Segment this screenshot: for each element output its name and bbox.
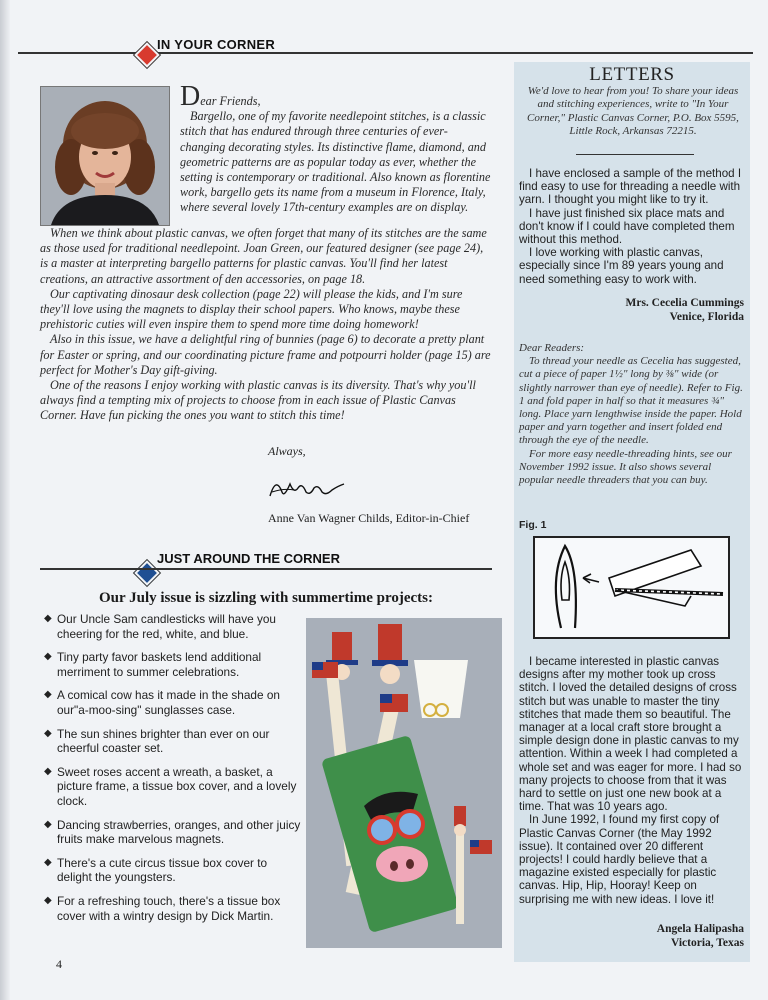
page-number: 4 xyxy=(56,957,62,971)
editor-reply xyxy=(519,342,744,487)
list-item: ◆ Dancing strawberries, oranges, and other juicy fruits make marvelous magnets. xyxy=(44,818,304,847)
letter-paragraph: Also in this issue, we have a delightful ring of bunnies (page 6) to decorate a pretty plant for Easter or spring, and our coordinating picture frame and potpourri holder (page 15) are perfect for Mother's Day gift-giving. xyxy=(40,332,491,377)
around-rule xyxy=(40,568,492,570)
letter-paragraph: I became interested in plastic canvas designs after my mother took up cross stitch. I loved the detailed designs of cross stitch but was unable to master the tiny stitches that made them so beautiful. The manager at a local craft store brought a simple design done in plastic canvas to my attention. Within a week I had completed a whole set and was eager for more. I had so many projects to choose from that it was hard to settle on just one new book at a time. That was 10 years ago. xyxy=(519,655,742,814)
letter-halipasha xyxy=(519,655,744,906)
letters-title: LETTERS xyxy=(589,64,675,85)
list-item: ◆ Tiny party favor baskets lend additional merriment to summer celebrations. xyxy=(44,650,304,679)
section-title-in-your-corner: IN YOUR CORNER xyxy=(157,37,276,52)
list-item: ◆ Our Uncle Sam candlesticks will have you cheering for the red, white, and blue. xyxy=(44,612,304,641)
letter-cummings xyxy=(519,167,744,286)
july-project-list xyxy=(44,612,304,932)
writer-place: Victoria, Texas xyxy=(670,936,744,949)
letter-paragraph: Bargello, one of my favorite needlepoint stitches, is a classic stitch that has endured through three centuries of ever-changing decorating styles. Its distinctive flame, diamond, and geometric patterns are as popular today as ever, whether the setting is contemporary or traditional. Also known as florentine work, bargello gets its name from a museum in Florence, Italy, where several lovely 17th-century examples are on display. xyxy=(180,109,491,215)
projects-illustration xyxy=(306,618,502,948)
list-item: ◆ There's a cute circus tissue box cover to delight the youngsters. xyxy=(44,856,304,885)
figure-needle-threading xyxy=(533,536,730,639)
header-rule xyxy=(18,52,753,54)
projects-photo xyxy=(306,618,502,948)
letter-signature-cummings xyxy=(519,297,744,324)
list-item: ◆ The sun shines brighter than ever on our cheerful coaster set. xyxy=(44,727,304,756)
greeting-initial: D xyxy=(180,81,201,112)
letter-paragraph: I have enclosed a sample of the method I find easy to use for threading a needle with yarn. I thought you might like to try it. xyxy=(519,167,742,207)
reply-salutation: Dear Readers: xyxy=(519,342,585,354)
reply-paragraph: To thread your needle as Cecelia has suggested, cut a piece of paper 1½" long by ⅜" wide (or slightly narrower than eye of needle). Refer to Fig. 1 and fold paper in half so that it measures ¾" long. Place yarn lengthwise inside the paper. Hold paper and yarn together and insert folded end through the eye of the needle. xyxy=(519,355,743,447)
letter-paragraph: In June 1992, I found my first copy of Plastic Canvas Corner (the May 1992 issue). It contained over 20 different projects! I could hardly believe that a magazine existed especially for plastic canvas. Hip, Hip, Hooray! Keep on surprising me with new ideas. I love it! xyxy=(519,813,720,906)
letter-closing: Always, xyxy=(268,444,306,458)
figure-label: Fig. 1 xyxy=(519,519,547,531)
list-item: ◆ For a refreshing touch, there's a tissue box cover with a wintry design by Dick Martin. xyxy=(44,894,304,923)
around-diamond-icon xyxy=(134,560,159,585)
portrait-spacer xyxy=(40,86,180,226)
letter-signature-halipasha xyxy=(519,923,744,950)
editor-letter xyxy=(40,81,492,424)
signature-graphic xyxy=(268,470,348,504)
letter-paragraph: Our captivating dinosaur desk collection (page 22) will please the kids, and I'm sure they'll love using the magnets to display their school papers. Who knows, maybe these prehistoric cuties will even inspire them to spend more time doing homework! xyxy=(40,286,463,332)
editor-byline: Anne Van Wagner Childs, Editor-in-Chief xyxy=(268,511,470,525)
needle-threading-diagram xyxy=(535,538,728,637)
letter-paragraph: One of the reasons I enjoy working with plastic canvas is its diversity. That's why you'll always find a tempting mix of projects to choose from in each issue of Plastic Canvas Corner. Have fun picking the ones you want to stitch this time! xyxy=(40,378,476,423)
intro-divider xyxy=(576,154,694,155)
list-item: ◆ Sweet roses accent a wreath, a basket, a picture frame, a tissue box cover, and a lovely clock. xyxy=(44,765,304,809)
letters-intro: We'd love to hear from you! To share your ideas and stitching experiences, write to "In Your Corner," Plastic Canvas Corner, P.O. Box 5595, Little Rock, Arkansas 72215. xyxy=(527,85,739,138)
editor-signature xyxy=(268,470,348,509)
page-gutter xyxy=(0,0,10,1000)
writer-name: Mrs. Cecelia Cummings xyxy=(625,297,744,309)
letter-paragraph: I love working with plastic canvas, especially since I'm 89 years young and need something easy to work with. xyxy=(519,246,724,286)
letter-paragraph: When we think about plastic canvas, we often forget that many of its stitches are the same as those used for traditional needlepoint. Joan Green, our featured designer (see page 24), is a master at interpreting bargello patterns for plastic canvas. You'll find her latest creations, an attractive assortment of den accessories, on page 18. xyxy=(40,226,487,286)
section-title-just-around-the-corner: JUST AROUND THE CORNER xyxy=(157,551,340,566)
header-diamond-icon xyxy=(134,42,159,67)
greeting-text: ear Friends, xyxy=(200,94,261,108)
reply-paragraph: For more easy needle-threading hints, see our November 1992 issue. It also shows several popular needle threaders that you can buy. xyxy=(519,447,732,487)
letter-paragraph: I have just finished six place mats and don't know if I could have completed them without this method. xyxy=(519,206,735,247)
writer-name: Angela Halipasha xyxy=(656,923,744,935)
july-issue-heading: Our July issue is sizzling with summertime projects: xyxy=(98,590,433,606)
list-item: ◆ A comical cow has it made in the shade on our"a-moo-sing" sunglasses case. xyxy=(44,688,304,717)
writer-place: Venice, Florida xyxy=(669,310,744,323)
